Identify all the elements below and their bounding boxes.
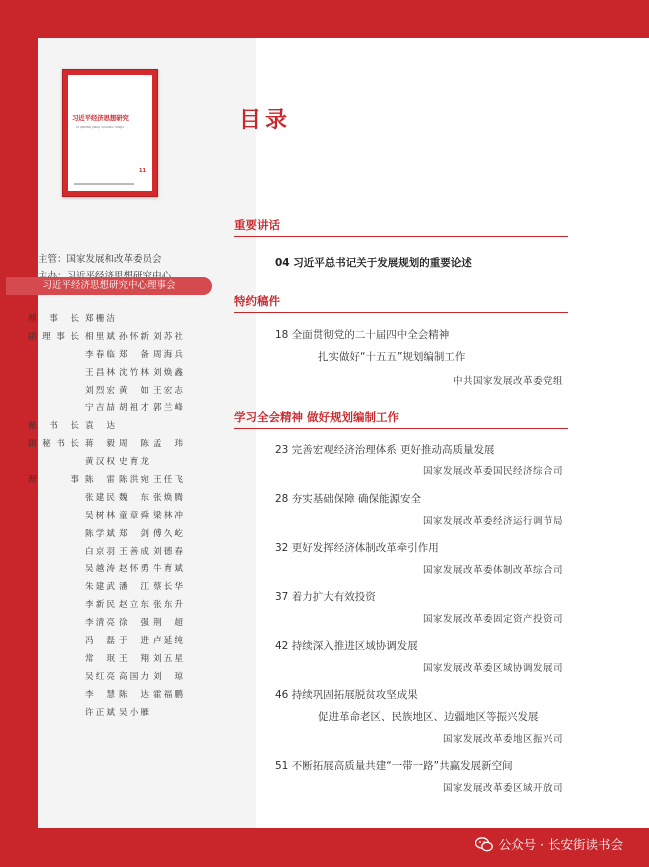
council-member-name: 王任飞 [153, 474, 183, 485]
council-row [28, 363, 218, 381]
council-member-name: 郑栅洁 [85, 313, 115, 324]
section-head-special: 特约稿件 [234, 293, 568, 313]
council-member-name: 李新民 [85, 600, 115, 611]
toc-item-28[interactable]: 28 夯实基础保障 确保能源安全 [275, 493, 422, 505]
council-member-name: 于进 [119, 635, 149, 646]
council-role: 副理事长 [28, 331, 79, 342]
council-role: 理事长 [28, 313, 79, 324]
council-member-name: 荆超 [153, 618, 183, 629]
council-member-name: 张建民 [85, 492, 115, 503]
council-member-name: 王翔 [119, 653, 149, 664]
toc-item-18-subtitle[interactable]: 扎实做好“十五五”规划编制工作 [318, 351, 466, 363]
supervisor-text: 主管：国家发展和改革委员会 [38, 254, 162, 265]
council-member-name: 张东升 [153, 600, 183, 611]
council-row [28, 685, 218, 703]
council-member-name: 潘江 [119, 582, 149, 593]
toc-item-32[interactable]: 32 更好发挥经济体制改革牵引作用 [275, 542, 439, 554]
wechat-watermark [475, 835, 623, 853]
council-names [85, 384, 187, 396]
council-member-name: 傅久屹 [153, 528, 183, 539]
council-row [28, 506, 218, 524]
council-member-name: 李清亮 [85, 618, 115, 629]
council-names [85, 634, 187, 646]
council-names [85, 330, 187, 342]
council-names [85, 706, 153, 718]
toc-item-37[interactable]: 37 着力扩大有效投资 [275, 591, 376, 603]
council-member-name: 吴越涛 [85, 564, 115, 575]
council-row [28, 309, 218, 327]
toc-item-32-source: 国家发展改革委体制改革综合司 [422, 565, 563, 576]
council-member-name: 霍福鹏 [153, 689, 183, 700]
toc-item-23-source: 国家发展改革委国民经济综合司 [422, 466, 563, 477]
council-member-name: 胡祖才 [119, 403, 149, 414]
council-names [85, 437, 187, 449]
council-member-name: 李慧 [85, 689, 115, 700]
toc-item-37-source: 国家发展改革委固定资产投资司 [422, 614, 563, 625]
council-row [28, 559, 218, 577]
council-member-name: 郑剑 [119, 528, 149, 539]
council-member-name: 刘烈宏 [85, 385, 115, 396]
council-row [28, 327, 218, 345]
council-member-name: 郑备 [119, 349, 149, 360]
toc-item-51-source: 国家发展改革委区域开放司 [442, 783, 563, 794]
council-names [85, 419, 119, 431]
council-member-name: 冯磊 [85, 635, 115, 646]
council-member-name: 梁林冲 [153, 510, 183, 521]
council-row [28, 542, 218, 560]
council-role: 秘书长 [28, 421, 79, 432]
council-member-name: 陈学斌 [85, 528, 115, 539]
council-row [28, 613, 218, 631]
council-member-name: 张焕腾 [153, 492, 183, 503]
council-member-name: 徐强 [119, 618, 149, 629]
toc-item-28-source: 国家发展改革委经济运行调节局 [422, 516, 563, 527]
council-member-name: 许正斌 [85, 707, 115, 718]
cover-title: 习近平经济思想研究 [72, 114, 129, 122]
magazine-cover [62, 69, 158, 197]
council-row [28, 649, 218, 667]
council-member-name: 相里斌 [85, 331, 115, 342]
council-member-name: 常珉 [85, 653, 115, 664]
council-member-name: 周海兵 [153, 349, 183, 360]
toc-item-51[interactable]: 51 不断拓展高质量共建“一带一路”共赢发展新空间 [275, 760, 513, 772]
council-row [28, 488, 218, 506]
council-member-name: 刘五星 [153, 653, 183, 664]
section-head-study: 学习全会精神 做好规划编制工作 [234, 409, 568, 429]
council-member-name: 周陈 [119, 439, 149, 450]
watermark-text: 公众号 · 长安街读书会 [498, 837, 623, 852]
council-member-name: 赵立东 [119, 600, 149, 611]
wechat-icon [475, 837, 493, 852]
council-names [85, 509, 187, 521]
council-member-name: 孙怀新 [119, 331, 149, 342]
council-member-name: 王宏志 [153, 385, 183, 396]
council-member-name: 高国力 [119, 671, 149, 682]
council-row [28, 703, 218, 721]
council-names [85, 670, 187, 682]
council-member-name: 郭兰峰 [153, 403, 183, 414]
toc-item-46[interactable]: 46 持续巩固拓展脱贫攻坚成果 [275, 689, 418, 701]
toc-item-04[interactable]: 04 习近平总书记关于发展规划的重要论述 [275, 257, 472, 269]
council-member-name: 陈达 [119, 689, 149, 700]
council-member-name: 孟玮 [153, 439, 183, 450]
council-member-name: 刘德春 [153, 546, 183, 557]
council-names [85, 527, 187, 539]
council-member-name: 李春临 [85, 349, 115, 360]
council-member-name: 卢延纯 [153, 635, 183, 646]
council-member-name: 蔡长华 [153, 582, 183, 593]
council-member-name: 黄汉权 [85, 457, 115, 468]
council-role: 理事 [28, 474, 79, 485]
council-member-name: 刘苏社 [153, 331, 183, 342]
council-role: 副秘书长 [28, 439, 79, 450]
council-names [85, 545, 187, 557]
council-member-name: 魏东 [119, 492, 149, 503]
council-names [85, 401, 187, 413]
council-member-name: 赵怀勇 [119, 564, 149, 575]
council-member-name: 陈洪宛 [119, 474, 149, 485]
council-row [28, 381, 218, 399]
council-member-name: 王善成 [119, 546, 149, 557]
council-member-name: 牛育斌 [153, 564, 183, 575]
cover-footer-bar [74, 183, 134, 185]
cover-issue: 11 [139, 168, 146, 174]
council-member-name: 吴小雁 [119, 707, 149, 718]
section-head-speech: 重要讲话 [234, 217, 568, 237]
council-row [28, 434, 218, 452]
council-member-name: 黄如 [119, 385, 149, 396]
council-member-name: 童章舜 [119, 510, 149, 521]
council-member-name: 史育龙 [119, 457, 149, 468]
cover-inner [68, 75, 152, 191]
council-member-name: 宁吉喆 [85, 403, 115, 414]
council-names [85, 348, 187, 360]
council-names [85, 455, 153, 467]
council-names [85, 652, 187, 664]
toc-item-42[interactable]: 42 持续深入推进区域协调发展 [275, 640, 418, 652]
council-member-name: 朱建武 [85, 582, 115, 593]
council-member-name: 王昌林 [85, 367, 115, 378]
council-row [28, 524, 218, 542]
council-names [85, 491, 187, 503]
toc-item-18[interactable]: 18 全面贯彻党的二十届四中全会精神 [275, 329, 450, 341]
council-member-name: 白京羽 [85, 546, 115, 557]
council-row [28, 345, 218, 363]
council-member-name: 袁达 [85, 421, 115, 432]
cover-subtitle: XI JINPING JINGJI SIXIANG YANJIU [76, 125, 125, 129]
council-row [28, 470, 218, 488]
council-list [28, 309, 218, 720]
council-member-name: 吴树林 [85, 510, 115, 521]
council-row [28, 416, 218, 434]
toc-item-42-source: 国家发展改革委区域协调发展司 [422, 663, 563, 674]
council-names [85, 580, 187, 592]
council-member-name: 蒋毅 [85, 439, 115, 450]
council-names [85, 366, 187, 378]
council-member-name: 刘焕鑫 [153, 367, 183, 378]
council-row [28, 595, 218, 613]
toc-item-23[interactable]: 23 完善宏观经济治理体系 更好推动高质量发展 [275, 444, 495, 456]
council-names [85, 616, 187, 628]
council-names [85, 312, 119, 324]
council-names [85, 473, 187, 485]
toc-item-46-source: 国家发展改革委地区振兴司 [442, 734, 563, 745]
council-member-name: 吴红亮 [85, 671, 115, 682]
council-row [28, 577, 218, 595]
council-names [85, 562, 187, 574]
toc-title: 目录 [239, 108, 292, 133]
toc-item-18-source: 中共国家发展改革委党组 [452, 376, 563, 387]
council-member-name: 刘琼 [153, 671, 183, 682]
council-row [28, 631, 218, 649]
council-banner: 习近平经济思想研究中心理事会 [6, 277, 212, 295]
council-row [28, 452, 218, 470]
council-row [28, 398, 218, 416]
council-member-name: 陈雷 [85, 474, 115, 485]
council-names [85, 598, 187, 610]
council-member-name: 沈竹林 [119, 367, 149, 378]
council-row [28, 667, 218, 685]
toc-item-46-subtitle[interactable]: 促进革命老区、民族地区、边疆地区等振兴发展 [318, 711, 539, 723]
council-names [85, 688, 187, 700]
